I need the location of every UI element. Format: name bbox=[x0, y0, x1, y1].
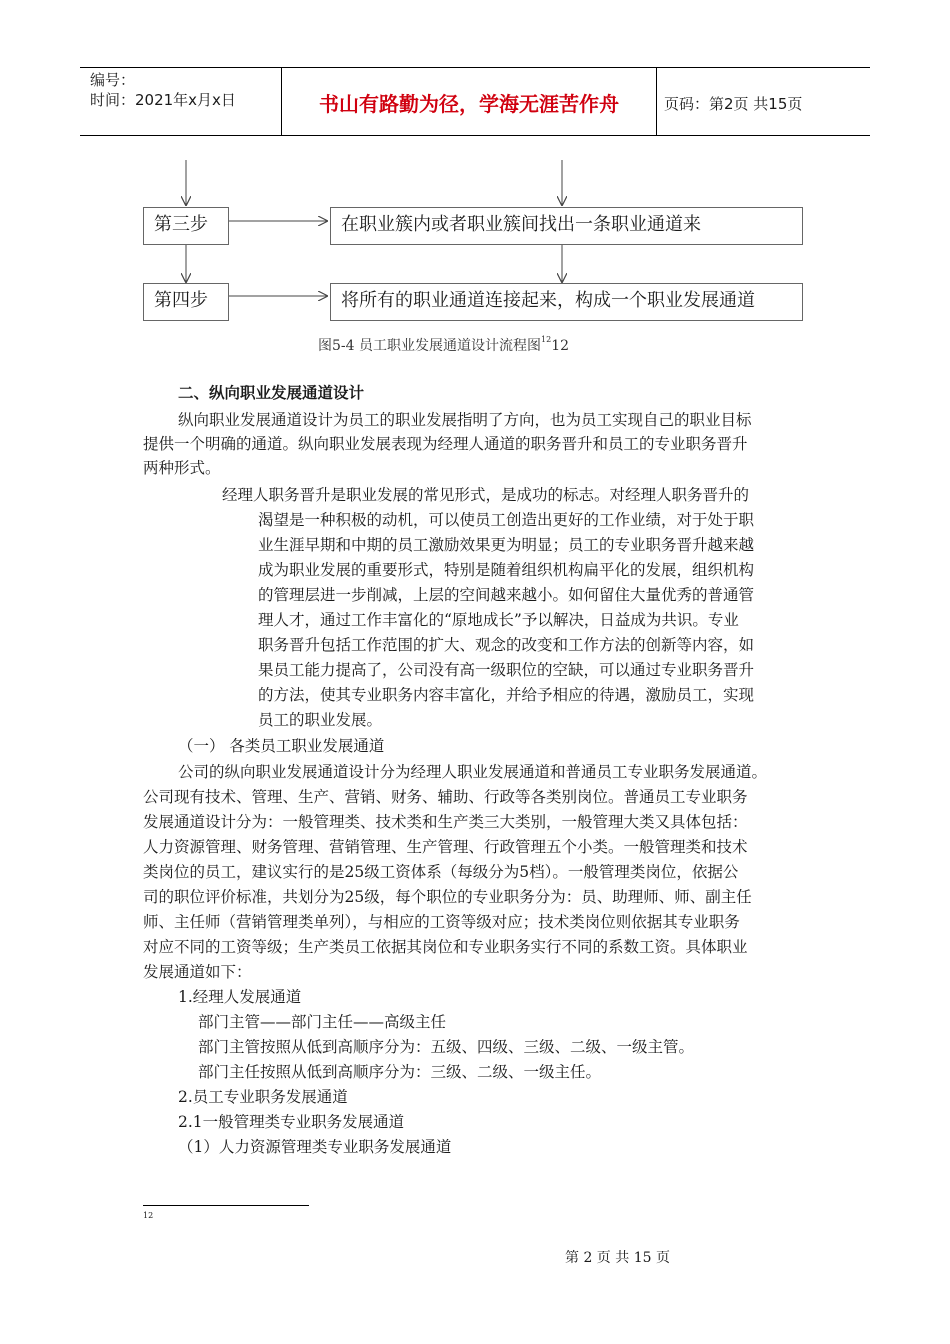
sub-heading: （一） 各类员工职业发展通道 bbox=[178, 737, 385, 755]
section-heading: 二、纵向职业发展通道设计 bbox=[178, 383, 365, 402]
step3-box: 第三步 bbox=[143, 207, 229, 245]
para3-line: 发展通道设计分为：一般管理类、技术类和生产类三大类别，一般管理大类又具体包括： bbox=[143, 813, 748, 831]
para3-line: 人力资源管理、财务管理、营销管理、生产管理、行政管理五个小类。一般管理类和技术 bbox=[143, 838, 748, 856]
item-staff-path: 2.员工专业职务发展通道 bbox=[178, 1088, 348, 1106]
para3-line: 公司的纵向职业发展通道设计分为经理人职业发展通道和普通员工专业职务发展通道。 bbox=[178, 763, 768, 781]
header-page-info: 页码：第2页 共15页 bbox=[664, 95, 803, 113]
para1-line: 纵向职业发展通道设计为员工的职业发展指明了方向，也为员工实现自己的职业目标 bbox=[178, 411, 752, 429]
para3-line: 发展通道如下： bbox=[143, 963, 252, 981]
page-footer: 第 2 页 共 15 页 bbox=[565, 1250, 670, 1266]
para2-line: 经理人职务晋升是职业发展的常见形式，是成功的标志。对经理人职务晋升的 bbox=[222, 486, 750, 504]
footnote-separator bbox=[143, 1205, 309, 1206]
caption-tail: 12 bbox=[551, 338, 570, 354]
para2-line: 职务晋升包括工作范围的扩大、观念的改变和工作方法的创新等内容，如 bbox=[258, 636, 755, 654]
caption-text: 图5-4 员工职业发展通道设计流程图 bbox=[318, 338, 541, 354]
item-manager-path: 1.经理人发展通道 bbox=[178, 988, 302, 1006]
step3-desc-box: 在职业簇内或者职业簇间找出一条职业通道来 bbox=[330, 207, 803, 245]
para3-line: 师、主任师（营销管理类单列），与相应的工资等级对应；技术类岗位则依据其专业职务 bbox=[143, 913, 740, 931]
step4-desc-box: 将所有的职业通道连接起来，构成一个职业发展通道 bbox=[330, 283, 803, 321]
time-label: 时间：2021年x月x日 bbox=[90, 91, 236, 109]
para2-line: 业生涯早期和中期的员工激励效果更为明显；员工的专业职务晋升越来越 bbox=[258, 536, 755, 554]
code-label: 编号： bbox=[90, 71, 136, 89]
caption-footnote-ref: 12 bbox=[541, 335, 552, 344]
header-motto: 书山有路勤为径，学海无涯苦作舟 bbox=[319, 92, 619, 116]
para2-line: 理人才，通过工作丰富化的“原地成长”予以解决，日益成为共识。专业 bbox=[258, 611, 739, 629]
para3-line: 司的职位评价标准，共划分为25级，每个职位的专业职务分为：员、助理师、师、副主任 bbox=[143, 888, 752, 906]
para3-line: 类岗位的员工，建议实行的是25级工资体系（每级分为5档）。一般管理类岗位，依据公 bbox=[143, 863, 739, 881]
step4-box: 第四步 bbox=[143, 283, 229, 321]
item-manager-path-a: 部门主管——部门主任——高级主任 bbox=[198, 1013, 447, 1031]
item-hr-path: （1）人力资源管理类专业职务发展通道 bbox=[178, 1138, 452, 1156]
footnote-number: 12 bbox=[143, 1211, 154, 1220]
item-manager-path-c: 部门主任按照从低到高顺序分为：三级、二级、一级主任。 bbox=[198, 1063, 602, 1081]
para2-line: 成为职业发展的重要形式，特别是随着组织机构扁平化的发展，组织机构 bbox=[258, 561, 755, 579]
item-general-mgmt-path: 2.1一般管理类专业职务发展通道 bbox=[178, 1113, 405, 1131]
para3-line: 公司现有技术、管理、生产、营销、财务、辅助、行政等各类别岗位。普通员工专业职务 bbox=[143, 788, 748, 806]
figure-caption bbox=[318, 335, 569, 355]
para2-line: 的方法，使其专业职务内容丰富化，并给予相应的待遇，激励员工，实现 bbox=[258, 686, 755, 704]
item-manager-path-b: 部门主管按照从低到高顺序分为：五级、四级、三级、二级、一级主管。 bbox=[198, 1038, 695, 1056]
para1-line: 两种形式。 bbox=[143, 459, 221, 477]
para3-line: 对应不同的工资等级；生产类员工依据其岗位和专业职务实行不同的系数工资。具体职业 bbox=[143, 938, 748, 956]
para1-line: 提供一个明确的通道。纵向职业发展表现为经理人通道的职务晋升和员工的专业职务晋升 bbox=[143, 435, 748, 453]
para2-line: 员工的职业发展。 bbox=[258, 711, 383, 729]
para2-line: 果员工能力提高了，公司没有高一级职位的空缺，可以通过专业职务晋升 bbox=[258, 661, 755, 679]
para2-line: 渴望是一种积极的动机，可以使员工创造出更好的工作业绩，对于处于职 bbox=[258, 511, 755, 529]
para2-line: 的管理层进一步削减，上层的空间越来越小。如何留住大量优秀的普通管 bbox=[258, 586, 755, 604]
